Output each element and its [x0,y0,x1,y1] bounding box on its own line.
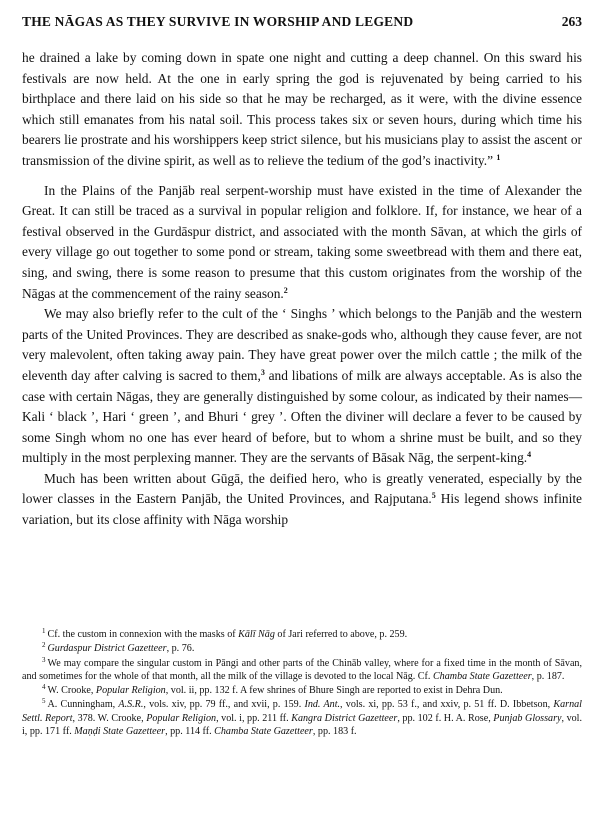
footnote-5-title-punjab-glossary: Punjab Glossary [493,712,562,724]
footnote-2-number: 2 [42,641,46,650]
paragraph-1-text: he drained a lake by coming down in spate one night and cutting a deep channel. On this sward his festivals are now held. At the one in early spring the god is rejuvenated by being carried to his birthplace and there laid on his side so that he may be recharged, as it were, with the divine essence which still emanates from his natal soil. This process takes six or seven hours, during which time his bearers lie prostrate and his worshippers keep strict silence, but his musicians play to assist the ascent or transmission of the divine spirit, as well as to relieve the tedium of the god’s inactivity.” [22,50,582,168]
footnote-1-text-end: of Jari referred to above, p. 259. [274,629,408,640]
footnote-2-text-end: , p. 76. [166,643,195,655]
paragraph-2 [22,181,582,305]
footnote-5-text-e: , vol. i, pp. 211 ff. [216,712,292,724]
footnote-5-title-asr: A.S.R. [118,699,144,711]
footnotes [22,628,582,738]
paragraph-4-text-b: His legend shows infinite variation, but its close affinity with Nāga worship [22,491,582,528]
footnote-5-title-kangra: Kangra District Gazetteer [291,712,398,724]
footnote-5 [22,698,582,738]
footnote-2-title: Gurdaspur District Gazetteer [47,643,167,655]
footnote-4-number: 4 [42,683,46,692]
running-head: THE NĀGAS AS THEY SURVIVE IN WORSHIP AND LEGEND [22,14,414,29]
footnote-5-text: A. Cunningham, [47,699,119,711]
paragraph-3 [22,304,582,469]
footnote-5-title-chamba: Chamba State Gazetteer [214,726,313,738]
footnote-3-text: We may compare the singular custom in Pāngi and other parts of the Chināb valley, where for a fixed time in the month of Sāvan, and sometimes for the whole of that month, all the milk of the village is devoted to the local Nāg. Cf. [22,657,582,682]
footnote-ref-3: 3 [260,367,265,377]
footnote-ref-1: 1 [496,152,501,162]
footnote-3-text-end: , p. 187. [531,670,565,682]
footnote-ref-2: 2 [283,285,288,295]
footnote-4-text-end: , vol. ii, pp. 132 f. A few shrines of Bhure Singh are reported to exist in Dehra Dun. [165,685,503,697]
footnote-5-text-c: , vols. xi, pp. 53 f., and xxiv, p. 51 ff. D. Ibbetson, [340,699,554,711]
footnote-1 [22,628,582,641]
footnote-5-text-b: , vols. xiv, pp. 79 ff., and xvii, p. 159. [143,699,305,711]
footnote-5-title-karnal: Karnal Settl. Report [22,699,582,724]
paragraph-4-text-a: Much has been written about Gūgā, the deified hero, who is greatly venerated, especially by the lower classes in the Eastern Panjāb, the United Provinces, and Rajputana. [22,470,582,507]
footnote-ref-5: 5 [431,491,436,501]
page-number: 263 [561,14,582,29]
footnote-3-number: 3 [42,655,46,664]
footnote-5-title-mandi: Maṇḍi State Gazetteer [74,726,166,738]
footnote-5-text-f: , pp. 102 f. H. A. Rose, [397,712,494,724]
paragraph-3-text-b: and libations of milk are always acceptable. As is also the case with certain Nāgas, they are generally distinguished by some colour, as indicated by their names—Kali ‘ black ’, Hari ‘ green ’, and Bhuri ‘ grey ’. Often the diviner will declare a fever to be caused by some Singh whom no one has ever heard of before, but to whom a shrine must be built, and so they multiply in the most perplexing manner. They are the servants of Bāsak Nāg, the serpent-king. [22,367,583,466]
footnote-5-number: 5 [42,697,46,706]
footnote-ref-4: 4 [527,450,532,460]
page-header [22,14,582,34]
paragraph-3-text-a: We may also briefly refer to the cult of the ‘ Singhs ’ which belongs to the Panjāb and the western parts of the United Provinces. They are described as snake-gods who, although they cause fever, are not very malevolent, often taking away pain. They have great power over the milch cattle ; the milk of the eleventh day after calving is sacred to them, [22,306,582,383]
footnote-1-title: Kālī Nāg [238,629,275,640]
footnote-5-text-d: , 378. W. Crooke, [72,712,147,724]
paragraph-1 [22,48,582,172]
footnote-5-title-ind-ant: Ind. Ant. [304,699,341,711]
paragraph-2-text: In the Plains of the Panjāb real serpent-worship must have existed in the time of Alexander the Great. It can still be traced as a survival in popular religion and folklore. If, for instance, we hear of a festival observed in the Gurdāspur district, and associated with the month Sāvan, at which the girls of every village go out together to some pond or stream, taking some sweetbread with them and there eat, sing, and swing, there is some reason to presume that this custom originates from the worship of the Nāgas at the commencement of the rainy season. [22,182,582,301]
footnote-5-text-i: , pp. 183 f. [312,726,357,738]
footnote-1-number: 1 [42,627,46,635]
footnote-3-title: Chamba State Gazetteer [432,670,532,682]
footnote-3 [22,657,582,684]
footnote-4 [22,684,582,697]
body-text [22,48,582,531]
footnote-2 [22,642,582,655]
footnote-4-title: Popular Religion [95,685,166,697]
footnote-5-title-popular-religion: Popular Religion [146,712,217,724]
footnote-5-text-g: , vol. i, pp. 171 ff. [22,712,583,738]
paragraph-4 [22,469,582,531]
footnote-1-text: Cf. the custom in connexion with the masks of [47,629,239,640]
footnote-4-text: W. Crooke, [47,685,96,697]
footnote-5-text-h: , pp. 114 ff. [165,726,215,738]
